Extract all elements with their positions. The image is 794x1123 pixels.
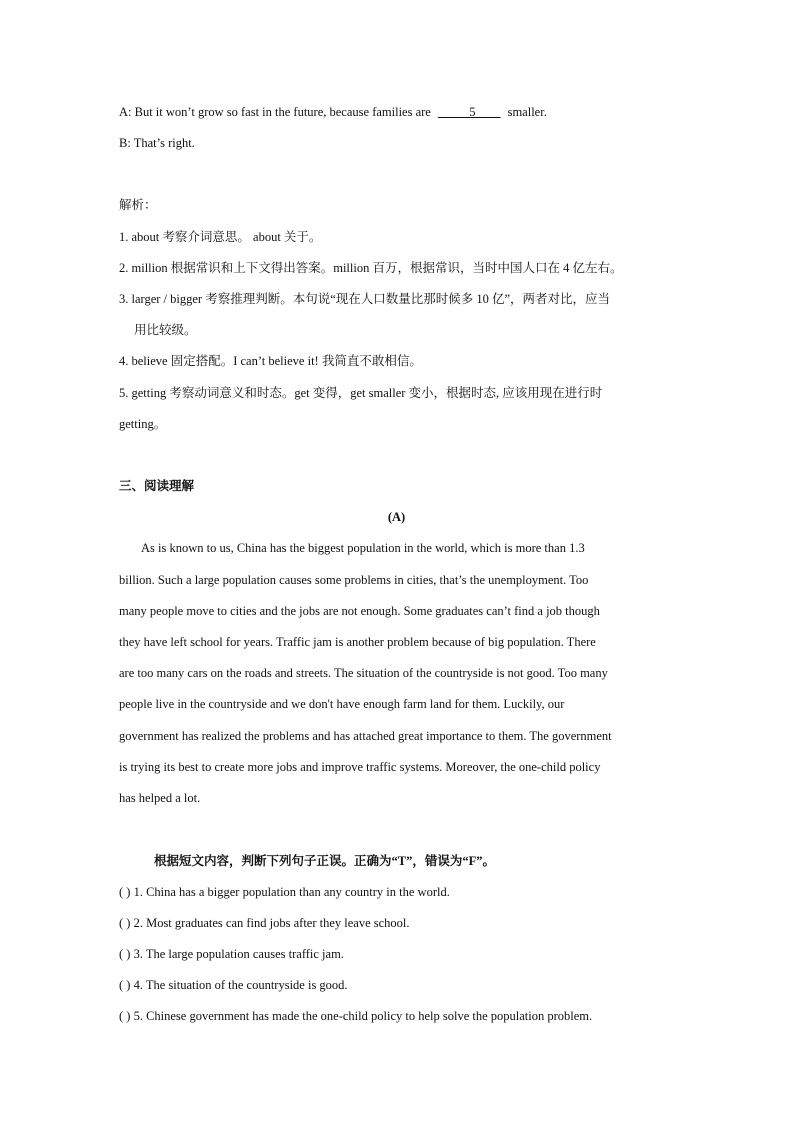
question-instruction: 根据短文内容，判断下列句子正误。正确为“T”，错误为“F”。 xyxy=(154,854,495,868)
analysis-item: 2. million 根据常识和上下文得出答案。million 百万，根据常识，当时中国人口在 4 亿左右。 xyxy=(119,261,623,275)
analysis-item: 4. believe 固定搭配。I can’t believe it! 我简直不敢相信。 xyxy=(119,354,422,368)
dialogue-line-b: B: That’s right. xyxy=(119,136,195,150)
passage-line: is trying its best to create more jobs and improve traffic systems. Moreover, the one-child policy xyxy=(119,760,601,774)
answer-blank-5: _____5____ xyxy=(437,105,501,119)
passage-line: people live in the countryside and we don't have enough farm land for them. Luckily, our xyxy=(119,697,565,711)
dialogue-a-text: A: But it won’t grow so fast in the future, because families are xyxy=(119,105,431,119)
analysis-heading: 解析： xyxy=(119,198,157,212)
section-heading: 三、阅读理解 xyxy=(119,479,195,493)
question-item: ( ) 3. The large population causes traffic jam. xyxy=(119,947,344,961)
question-item: ( ) 1. China has a bigger population than any country in the world. xyxy=(119,885,450,899)
passage-line: they have left school for years. Traffic jam is another problem because of big population. There xyxy=(119,635,596,649)
question-item: ( ) 2. Most graduates can find jobs after they leave school. xyxy=(119,916,410,930)
dialogue-line-a xyxy=(119,104,547,120)
passage-label: (A) xyxy=(387,510,406,524)
analysis-item-continuation: 用比较级。 xyxy=(134,323,197,337)
analysis-item: 3. larger / bigger 考察推理判断。本句说“现在人口数量比那时候多 10 亿”，两者对比，应当 xyxy=(119,292,611,306)
passage-line: billion. Such a large population causes some problems in cities, that’s the unemployment. Too xyxy=(119,573,589,587)
dialogue-a-text-end: smaller. xyxy=(507,105,547,119)
passage-line: As is known to us, China has the biggest population in the world, which is more than 1.3 xyxy=(141,541,585,555)
passage-line: are too many cars on the roads and streets. The situation of the countryside is not good. Too many xyxy=(119,666,608,680)
passage-line: has helped a lot. xyxy=(119,791,201,805)
analysis-item-continuation: getting。 xyxy=(119,417,167,431)
analysis-item: 1. about 考察介词意思。 about 关于。 xyxy=(119,230,322,244)
question-item: ( ) 4. The situation of the countryside is good. xyxy=(119,978,348,992)
analysis-item: 5. getting 考察动词意义和时态。get 变得，get smaller 变小，根据时态, 应该用现在进行时 xyxy=(119,386,603,400)
passage-line: government has realized the problems and has attached great importance to them. The government xyxy=(119,729,612,743)
passage-line: many people move to cities and the jobs are not enough. Some graduates can’t find a job though xyxy=(119,604,600,618)
question-item: ( ) 5. Chinese government has made the one-child policy to help solve the population problem. xyxy=(119,1009,593,1023)
